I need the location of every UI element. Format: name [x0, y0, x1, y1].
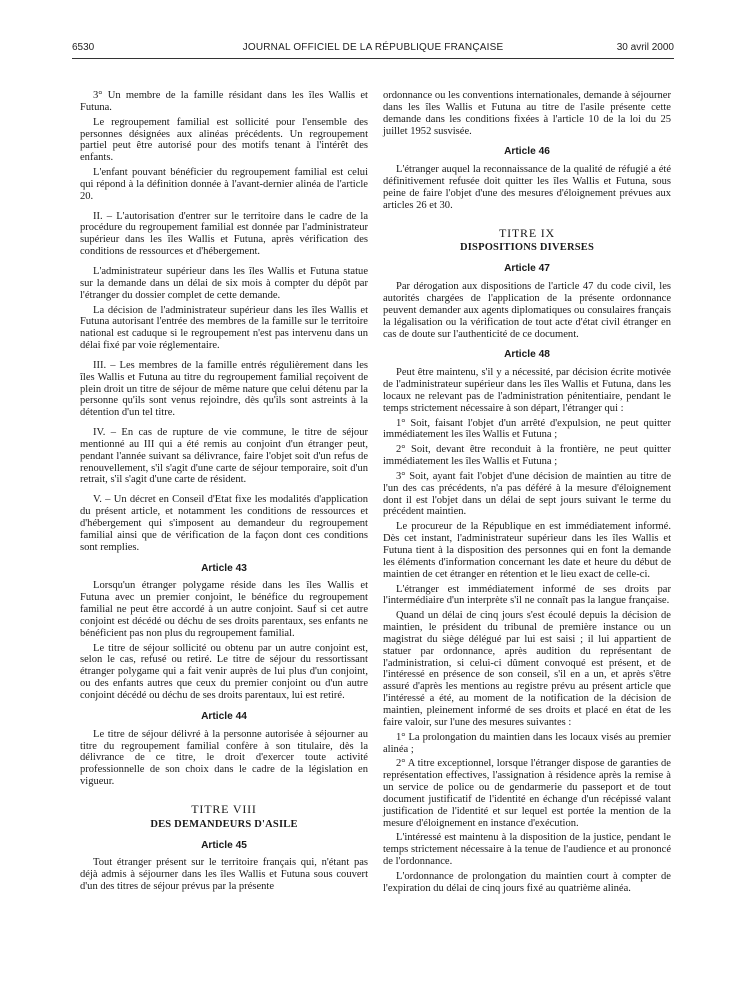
- paragraph: 2° A titre exceptionnel, lorsque l'étranger dispose de garanties de représentation effectives, l'assignation à résidence après la remise à un service de police ou de gendarmerie du passeport et de tout document justificatif de l'identité en échange d'un récépissé valant justification de l'identité et sur lequel est portée la mention de la mesure d'éloignement en instance d'exécution.: [383, 758, 671, 829]
- page-number: 6530: [72, 42, 95, 53]
- article-heading: Article 46: [504, 146, 550, 158]
- title-heading: TITRE IX: [498, 225, 556, 240]
- journal-title: JOURNAL OFFICIEL DE LA RÉPUBLIQUE FRANÇAISE: [242, 42, 504, 53]
- right-column: [383, 90, 671, 898]
- title-subheading: DISPOSITIONS DIVERSES: [459, 242, 595, 254]
- paragraph: 1° Soit, faisant l'objet d'un arrêté d'expulsion, ne peut quitter immédiatement les îles Wallis et Futuna ;: [383, 417, 671, 441]
- paragraph: L'enfant pouvant bénéficier du regroupement familial est celui qui répond à la définition donnée à l'avant-dernier alinéa de l'article 20.: [80, 167, 368, 202]
- paragraph: L'ordonnance de prolongation du maintien court à compter de l'expiration du délai de cinq jours fixé au quatrième alinéa.: [383, 870, 671, 894]
- paragraph: Le procureur de la République en est immédiatement informé. Dès cet instant, l'administrateur supérieur dans les îles Wallis et Futuna tient à la disposition des personnes qui en font la demande les éléments d'information concernant les date et heure du début de maintien de cet étranger en rétention et le lieu exact de celle-ci.: [383, 521, 671, 580]
- paragraph: 2° Soit, devant être reconduit à la frontière, ne peut quitter immédiatement les îles Wallis et Futuna ;: [383, 444, 671, 468]
- paragraph: 1° La prolongation du maintien dans les locaux visés au premier alinéa ;: [383, 731, 671, 755]
- article-heading: Article 47: [504, 263, 550, 275]
- paragraph: Tout étranger présent sur le territoire français qui, n'étant pas déjà admis à séjourner dans les îles Wallis et Futuna sous couvert d'un des titres de séjour prévus par la présente: [80, 857, 368, 893]
- paragraph: V. – Un décret en Conseil d'Etat fixe les modalités d'application du présent article, et notamment les conditions de ressources et d'hébergement qui s'imposent au demandeur du regroupement familial ainsi que de vérification de la façon dont ces conditions sont remplies.: [80, 494, 368, 553]
- paragraph: Quand un délai de cinq jours s'est écoulé depuis la décision de maintien, le président du tribunal de première instance ou un magistrat du siège délégué par lui est saisi ; il lui appartient de statuer par ordonnance, après audition du représentant de l'administration, si celui-ci dûment convoqué est présent, et de l'intéressé en présence de son conseil, s'il en a un, et après s'être assuré d'après les mentions au registre prévu au présent article que l'intéressé a été, au moment de la notification de la décision de maintien, pleinement informé de ses droits et placé en état de les faire valoir, sur l'une des mesures suivantes :: [383, 610, 671, 728]
- article-heading: Article 43: [201, 562, 247, 574]
- paragraph: L'administrateur supérieur dans les îles Wallis et Futuna statue sur la demande dans un délai de six mois à compter du dépôt par l'étranger du dossier complet de cette demande.: [80, 265, 368, 301]
- paragraph: Le titre de séjour délivré à la personne autorisée à séjourner au titre du regroupement familial confère à son titulaire, dès la délivrance de ce titre, le droit d'exercer toute activité professionnelle de son choix dans le cadre de la législation en vigueur.: [80, 728, 368, 788]
- title-subheading: DES DEMANDEURS D'ASILE: [150, 818, 298, 830]
- article-heading: Article 44: [201, 710, 247, 722]
- paragraph: Par dérogation aux dispositions de l'article 47 du code civil, les autorités chargées de l'application de la présente ordonnance peuvent demander aux agents diplomatiques ou consulaires français la légalisation ou la vérification de tout acte d'état civil étranger en cas de doute sur l'authenticité de ce document.: [383, 281, 671, 340]
- article-heading: Article 45: [201, 839, 247, 851]
- paragraph: Lorsqu'un étranger polygame réside dans les îles Wallis et Futuna avec un premier conjoint, le bénéfice du regroupement familial ne peut être accordé à un autre conjoint. Sauf si cet autre conjoint est décédé ou déchu de ses droits parentaux, ses enfants ne bénéficient pas non plus du regroupement familial.: [80, 580, 368, 639]
- paragraph: L'étranger auquel la reconnaissance de la qualité de réfugié a été définitivement refusée doit quitter les îles Wallis et Futuna, sous peine de faire l'objet d'une des mesures d'éloignement prévues aux articles 26 et 30.: [383, 164, 671, 211]
- paragraph: L'étranger est immédiatement informé de ses droits par l'intermédiaire d'un interprète s'il ne connaît pas la langue française.: [383, 583, 671, 607]
- paragraph: Le regroupement familial est sollicité pour l'ensemble des personnes désignées aux alinéas précédents. Un regroupement partiel peut être autorisé pour des motifs tenant à l'intérêt des enfants.: [80, 116, 368, 164]
- publication-date: 30 avril 2000: [616, 42, 674, 53]
- title-heading: TITRE VIII: [191, 801, 257, 816]
- paragraph: 3° Soit, ayant fait l'objet d'une décision de maintien au titre de l'un des cas précédents, n'a pas déféré à la mesure d'éloignement dont il est l'objet dans un délai de sept jours suivant le terme du précédent maintien.: [383, 470, 671, 518]
- article-heading: Article 48: [504, 349, 550, 361]
- paragraph: 3° Un membre de la famille résidant dans les îles Wallis et Futuna.: [80, 90, 368, 113]
- header-rule: [72, 58, 674, 59]
- paragraph: L'intéressé est maintenu à la disposition de la justice, pendant le temps strictement nécessaire à la tenue de l'audience et au prononcé de l'ordonnance.: [383, 832, 671, 868]
- page-header: [72, 40, 674, 56]
- paragraph: III. – Les membres de la famille entrés régulièrement dans les îles Wallis et Futuna au titre du regroupement familial reçoivent de plein droit un titre de séjour de même nature que celui détenu par la personne qu'ils sont venus rejoindre, dès qu'ils sont astreints à la détention d'un tel titre.: [80, 359, 368, 419]
- paragraph: Le titre de séjour sollicité ou obtenu par un autre conjoint est, selon le cas, refusé ou retiré. Le titre de séjour du ressortissant étranger polygame qui a fait venir auprès de lui plus d'un conjoint, ou des enfants autres que ceux du premier conjoint ou d'un autre conjoint décédé ou déchu de ses droits parentaux, lui est retiré.: [80, 642, 368, 701]
- paragraph: La décision de l'administrateur supérieur dans les îles Wallis et Futuna autorisant l'entrée des membres de la famille sur le territoire national est caduque si le regroupement n'est pas intervenu dans un délai fixé par voie réglementaire.: [80, 304, 368, 352]
- paragraph: ordonnance ou les conventions internationales, demande à séjourner dans les îles Wallis et Futuna au titre de l'asile présente cette demande dans les conditions fixées à l'article 10 de la loi du 25 juillet 1952 susvisée.: [383, 90, 671, 137]
- paragraph: II. – L'autorisation d'entrer sur le territoire dans le cadre de la procédure du regroupement familial est donnée par l'administrateur supérieur dans les îles Wallis et Futuna, après vérification des conditions de ressources et d'hébergement.: [80, 210, 368, 258]
- paragraph: Peut être maintenu, s'il y a nécessité, par décision écrite motivée de l'administrateur supérieur dans les îles Wallis et Futuna, dans les locaux ne relevant pas de l'administration pénitentiaire, pendant le temps strictement nécessaire à son départ, l'étranger qui :: [383, 367, 671, 414]
- paragraph: IV. – En cas de rupture de vie commune, le titre de séjour mentionné au III qui a été remis au conjoint d'un étranger peut, pendant l'année suivant sa délivrance, faire l'objet soit d'un refus de renouvellement, s'il s'agit d'une carte de séjour temporaire, soit d'un retrait, s'il s'agit d'une carte de résident.: [80, 427, 368, 486]
- left-column: [80, 90, 368, 896]
